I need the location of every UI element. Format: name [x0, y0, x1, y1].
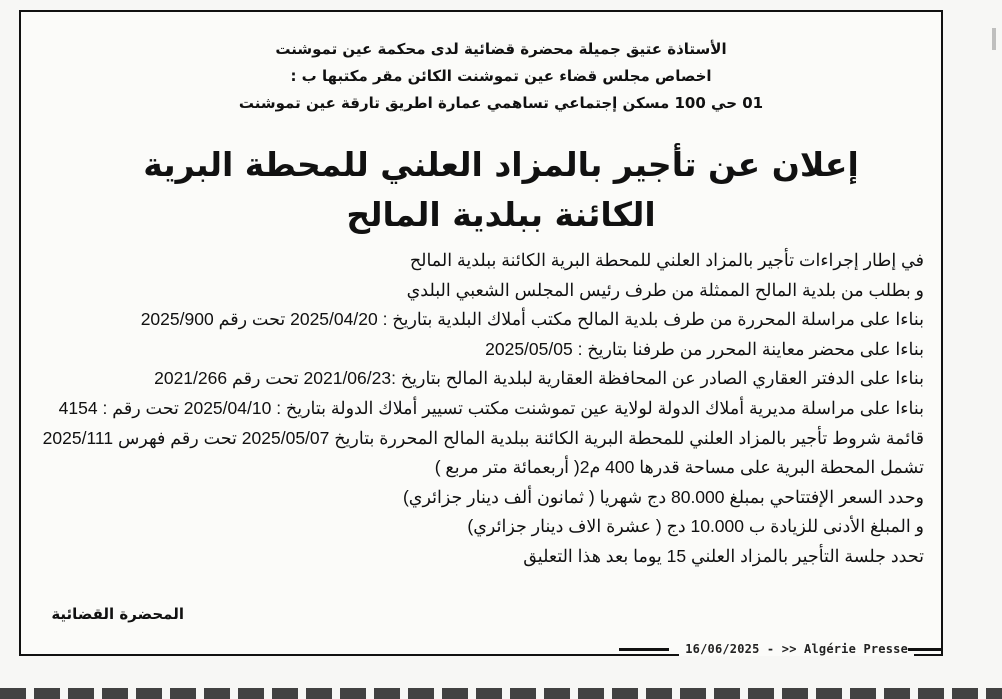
- body-line: بناءا على محضر معاينة المحرر من طرفنا بتاريخ : 2025/05/05: [485, 338, 924, 359]
- body-line: و بطلب من بلدية المالح الممثلة من طرف رئيس المجلس الشعبي البلدي: [406, 279, 924, 300]
- signature-label: المحضرة القضائية: [51, 605, 184, 623]
- announcement-body: [42, 246, 924, 572]
- footer-rule-left: [619, 648, 669, 651]
- body-line: بناءا على مراسلة المحررة من طرف بلدية المالح مكتب أملاك البلدية بتاريخ : 2025/04/20 تحت رقم 2025/900: [140, 309, 924, 330]
- body-line: تحدد جلسة التأجير بالمزاد العلني 15 يوما بعد هذا التعليق: [523, 545, 924, 566]
- header-line-3: 01 حي 100 مسكن إجتماعي تساهمي عمارة اطريق تارقة عين تموشنت: [238, 94, 764, 112]
- source-footer: 16/06/2025 - >> Algérie Presse: [679, 642, 914, 656]
- announcement-title: [0, 140, 1002, 240]
- body-line: وحدد السعر الإفتتاحي بمبلغ 80.000 دج شهريا ( ثمانون ألف دينار جزائري): [402, 486, 924, 507]
- title-line-1: إعلان عن تأجير بالمزاد العلني للمحطة البرية: [143, 145, 859, 184]
- body-line: قائمة شروط تأجير بالمزاد العلني للمحطة البرية الكائنة ببلدية المالح المحررة بتاريخ 2025/05/07 تحت رقم فهرس 2025/111: [42, 427, 924, 448]
- body-line: بناءا على مراسلة مديرية أملاك الدولة لولاية عين تموشنت مكتب تسيير أملاك الدولة بتاريخ : 2025/04/10 تحت رقم : 4154: [58, 397, 924, 418]
- body-line: بناءا على الدفتر العقاري الصادر عن المحافظة العقارية لبلدية المالح بتاريخ :2021/06/23 تحت رقم 2021/266: [154, 368, 924, 389]
- scan-mark: [992, 28, 996, 50]
- body-line: في إطار إجراءات تأجير بالمزاد العلني للمحطة البرية الكائنة ببلدية المالح: [409, 250, 924, 270]
- body-line: و المبلغ الأدنى للزيادة ب 10.000 دج ( عشرة الاف دينار جزائري): [467, 516, 924, 537]
- dashed-border: [0, 688, 1002, 699]
- footer-rule-right: [908, 648, 942, 651]
- body-line: تشمل المحطة البرية على مساحة قدرها 400 م2( أربعمائة متر مربع ): [434, 457, 924, 478]
- title-line-2: الكائنة ببلدية المالح: [346, 195, 656, 234]
- bailiff-header: [0, 36, 1002, 117]
- header-line-2: اخصاص مجلس قضاء عين تموشنت الكائن مقر مكتبها ب :: [290, 67, 712, 85]
- header-line-1: الأستاذة عتيق جميلة محضرة قضائية لدى محكمة عين تموشنت: [275, 40, 727, 58]
